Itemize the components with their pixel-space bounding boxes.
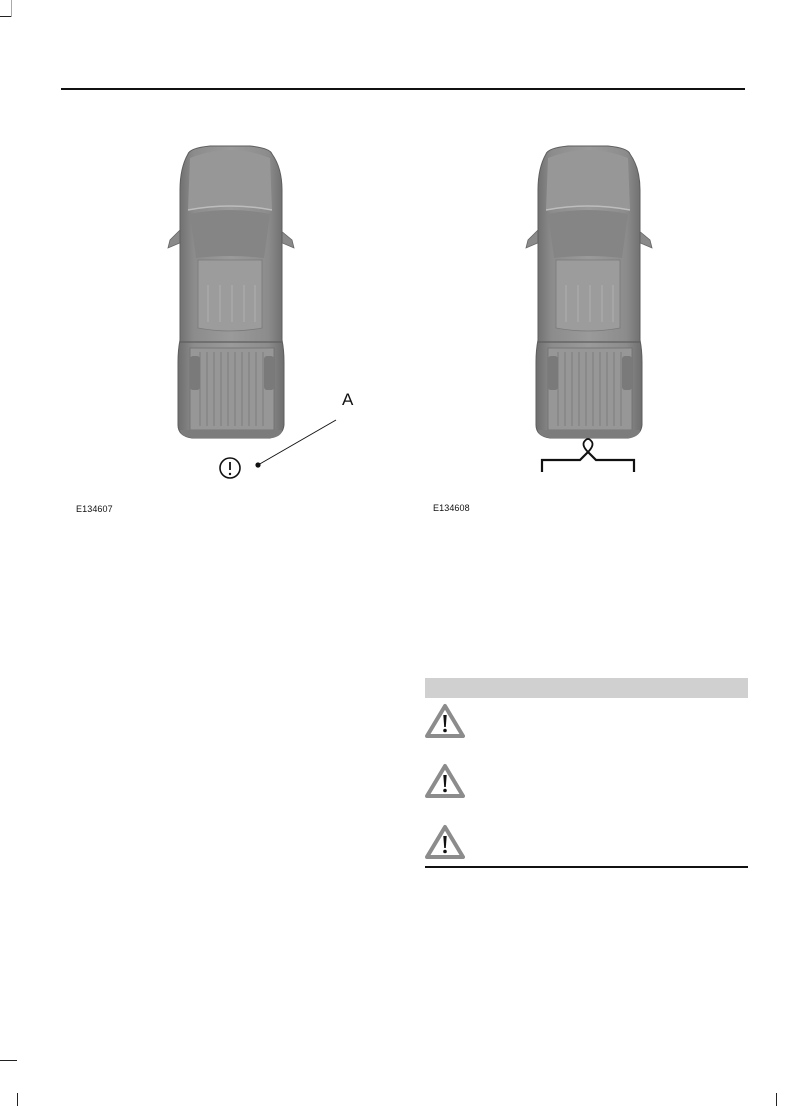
truck-top-view-illustration: [510, 130, 670, 480]
header-divider: [61, 88, 745, 90]
crop-mark-bottom-left-v: [17, 1093, 18, 1106]
bracket-zone-icon: [542, 439, 634, 472]
warning-header-bar: [425, 678, 748, 698]
figure-truck-warning-zone: [150, 130, 370, 490]
crop-mark-bottom-left-h: [0, 1060, 17, 1061]
warning-triangle-icon: [425, 763, 465, 799]
warning-item: [425, 824, 748, 864]
figure-truck-rear-zone: [510, 130, 670, 480]
exclamation-circle-icon: [220, 458, 240, 478]
warning-footer-divider: [425, 866, 748, 868]
warning-triangle-icon: [425, 703, 465, 739]
truck-top-view-illustration: [150, 130, 370, 490]
crop-mark-top-left-v: [11, 0, 12, 17]
warning-item: [425, 763, 748, 803]
crop-mark-top-left-h: [0, 16, 11, 17]
crop-mark-bottom-right-v: [776, 1093, 777, 1106]
callout-label-a: A: [342, 390, 354, 409]
warning-item: [425, 703, 748, 743]
warning-triangle-icon: [425, 824, 465, 860]
figure-id-left: E134607: [76, 504, 113, 514]
figure-id-right: E134608: [433, 503, 470, 513]
